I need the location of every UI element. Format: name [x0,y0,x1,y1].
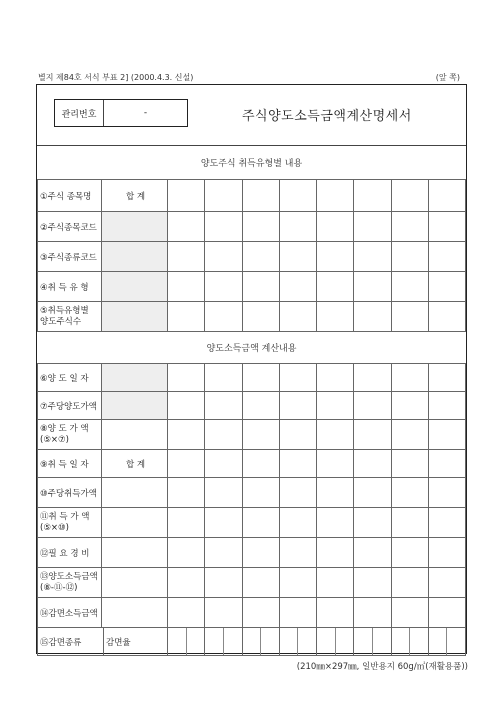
entry-cell[interactable] [279,242,316,272]
entry-cell[interactable] [428,508,465,538]
exemption-type-entry[interactable] [205,628,224,655]
entry-cell[interactable] [168,420,205,450]
table-row [38,508,466,538]
entry-cell[interactable] [168,272,205,302]
form-title: 주식양도소득금액계산명세서 [242,109,412,124]
entry-cell[interactable] [428,212,465,242]
entry-cell[interactable] [391,302,428,332]
row-label: ⑨취 득 일 자 [38,450,102,478]
entry-cell[interactable] [168,450,205,478]
entry-cell[interactable] [317,568,354,598]
total-cell[interactable]: 합 계 [102,180,168,212]
total-cell[interactable] [102,242,168,272]
entry-cell[interactable] [354,364,391,392]
row-label-line2: 양도주식수 [40,316,82,327]
entry-cell[interactable] [391,598,428,628]
entry-cell[interactable] [391,242,428,272]
entry-cell[interactable] [242,364,279,392]
total-cell[interactable]: 합 계 [102,450,168,478]
entry-cell[interactable] [168,392,205,420]
entry-cell[interactable] [391,508,428,538]
row-label-line2: (⑧-⑪-⑫) [40,582,78,593]
entry-cell[interactable] [205,242,242,272]
entry-cell[interactable] [354,450,391,478]
total-cell[interactable] [102,272,168,302]
exemption-rate-entry[interactable] [261,628,279,655]
entry-cell[interactable] [205,364,242,392]
total-cell[interactable] [102,392,168,420]
entry-cell[interactable] [205,478,242,508]
total-cell[interactable] [102,568,168,598]
entry-cell[interactable] [279,212,316,242]
exemption-rate-entry[interactable] [373,628,391,655]
entry-cell[interactable] [242,242,279,272]
entry-cell[interactable] [168,180,205,212]
entry-cell[interactable] [354,242,391,272]
entry-cell[interactable] [317,598,354,628]
entry-cell[interactable] [428,364,465,392]
row-label-line1: ⑬양도소득금액 [40,571,98,582]
entry-cell[interactable] [242,392,279,420]
entry-cell[interactable] [428,538,465,568]
table-row [38,180,466,212]
entry-cell[interactable] [428,598,465,628]
entry-cell[interactable] [428,302,465,332]
entry-cell[interactable] [354,420,391,450]
row-label: ⑦주당양도가액 [38,392,102,420]
table-row [38,538,466,568]
exemption-rate-entry[interactable] [410,628,428,655]
entry-cell[interactable] [391,478,428,508]
entry-cell[interactable] [317,392,354,420]
form-id: 별지 제84호 서식 부표 2] (2000.4.3. 신설) [38,73,194,82]
exemption-rate-entry[interactable] [336,628,354,655]
entry-cell[interactable] [428,392,465,420]
table-row [38,450,466,478]
entry-cell[interactable] [205,392,242,420]
entry-cell[interactable] [391,450,428,478]
entry-cell[interactable] [317,450,354,478]
entry-cell[interactable] [317,302,354,332]
entry-cell[interactable] [428,478,465,508]
entry-cell[interactable] [205,180,242,212]
exemption-label-cell [38,628,168,656]
entry-cell[interactable] [279,302,316,332]
entry-cell[interactable] [205,508,242,538]
exemption-cell[interactable] [317,628,354,656]
exemption-rate-entry[interactable] [224,628,242,655]
entry-cell[interactable] [168,568,205,598]
form-header [38,72,466,84]
exemption-cell[interactable] [354,628,391,656]
page-side: (앞 쪽) [435,73,460,82]
entry-cell[interactable] [279,478,316,508]
row-label [38,420,102,450]
exemption-type-entry[interactable] [243,628,262,655]
entry-cell[interactable] [205,598,242,628]
exemption-rate-entry[interactable] [187,628,205,655]
exemption-cell[interactable] [391,628,428,656]
table-row [38,272,466,302]
table-row [38,598,466,628]
entry-cell[interactable] [391,212,428,242]
exemption-type-entry[interactable] [168,628,187,655]
entry-cell[interactable] [354,598,391,628]
entry-cell[interactable] [391,180,428,212]
exemption-cell[interactable] [279,628,316,656]
table-row [38,478,466,508]
calculation-table [37,363,466,656]
exemption-type-entry[interactable] [280,628,299,655]
paper-spec: (210㎜×297㎜, 일반용지 60g/㎡(재활용품)) [296,662,468,672]
table-row [38,628,466,656]
row-label: ⑭감면소득금액 [38,598,102,628]
entry-cell[interactable] [242,478,279,508]
table-row [38,212,466,242]
entry-cell[interactable] [242,180,279,212]
acquisition-table [37,179,466,332]
row-label-line2: (⑤×⑦) [40,434,69,445]
total-cell[interactable] [102,538,168,568]
entry-cell[interactable] [205,212,242,242]
exemption-type-entry[interactable] [354,628,373,655]
entry-cell[interactable] [279,450,316,478]
form-frame [36,84,467,654]
entry-cell[interactable] [205,302,242,332]
entry-cell[interactable] [242,450,279,478]
entry-cell[interactable] [354,302,391,332]
row-label: ⑫필 요 경 비 [38,538,102,568]
entry-cell[interactable] [279,598,316,628]
entry-cell[interactable] [428,180,465,212]
entry-cell[interactable] [391,538,428,568]
entry-cell[interactable] [168,508,205,538]
entry-cell[interactable] [317,420,354,450]
total-cell[interactable] [102,420,168,450]
total-cell[interactable] [102,302,168,332]
entry-cell[interactable] [354,508,391,538]
total-cell[interactable] [102,598,168,628]
total-cell[interactable] [102,508,168,538]
entry-cell[interactable] [317,242,354,272]
row-label-line1: ⑤취득유형별 [40,305,89,316]
entry-cell[interactable] [242,420,279,450]
entry-cell[interactable] [242,598,279,628]
entry-cell[interactable] [242,302,279,332]
entry-cell[interactable] [317,478,354,508]
entry-cell[interactable] [428,450,465,478]
table-row [38,568,466,598]
section-acquisition-heading: 양도주식 취득유형별 내용 [37,145,466,180]
row-label-line1: ⑧양 도 가 액 [40,423,89,434]
management-number-label: 관리번호 [55,100,104,126]
exemption-cell[interactable] [205,628,242,656]
entry-cell[interactable] [168,478,205,508]
row-label: ⑥양 도 일 자 [38,364,102,392]
management-number-box [54,99,188,127]
management-number-field[interactable]: - [143,108,148,118]
entry-cell[interactable] [205,568,242,598]
entry-cell[interactable] [242,508,279,538]
entry-cell[interactable] [317,364,354,392]
entry-cell[interactable] [354,392,391,420]
entry-cell[interactable] [242,212,279,242]
entry-cell[interactable] [391,272,428,302]
exemption-rate-entry[interactable] [298,628,316,655]
entry-cell[interactable] [168,212,205,242]
entry-cell[interactable] [317,212,354,242]
row-label: ②주식종목코드 [38,212,102,242]
exemption-cell[interactable] [168,628,205,656]
entry-cell[interactable] [279,272,316,302]
table-row [38,392,466,420]
exemption-cell[interactable] [242,628,279,656]
entry-cell[interactable] [428,420,465,450]
row-label [38,568,102,598]
table-row [38,302,466,332]
section-calculation-heading: 양도소득금액 계산내용 [37,331,466,364]
entry-cell[interactable] [391,420,428,450]
entry-cell[interactable] [317,180,354,212]
entry-cell[interactable] [205,450,242,478]
entry-cell[interactable] [242,272,279,302]
entry-cell[interactable] [428,242,465,272]
exemption-type-entry[interactable] [392,628,411,655]
total-cell[interactable] [102,478,168,508]
entry-cell[interactable] [354,272,391,302]
exemption-cell[interactable] [428,628,465,656]
exemption-type-label: ⑮감면종류 [38,628,104,655]
entry-cell[interactable] [428,568,465,598]
entry-cell[interactable] [279,392,316,420]
row-label [38,508,102,538]
entry-cell[interactable] [391,392,428,420]
entry-cell[interactable] [242,538,279,568]
exemption-rate-label: 감면율 [106,637,131,648]
entry-cell[interactable] [279,538,316,568]
entry-cell[interactable] [391,568,428,598]
entry-cell[interactable] [168,364,205,392]
exemption-type-entry[interactable] [429,628,448,655]
row-label: ⑩주당취득가액 [38,478,102,508]
exemption-rate-entry[interactable] [447,628,465,655]
table-row [38,420,466,450]
exemption-type-entry[interactable] [317,628,336,655]
title-area [37,85,466,146]
entry-cell[interactable] [279,420,316,450]
entry-cell[interactable] [205,420,242,450]
entry-cell[interactable] [354,478,391,508]
entry-cell[interactable] [205,538,242,568]
entry-cell[interactable] [205,272,242,302]
entry-cell[interactable] [242,568,279,598]
entry-cell[interactable] [317,508,354,538]
entry-cell[interactable] [317,538,354,568]
entry-cell[interactable] [354,180,391,212]
entry-cell[interactable] [279,364,316,392]
entry-cell[interactable] [317,272,354,302]
table-row [38,364,466,392]
entry-cell[interactable] [279,508,316,538]
entry-cell[interactable] [354,538,391,568]
row-label-line1: ⑪취 득 가 액 [40,511,90,522]
entry-cell[interactable] [168,538,205,568]
total-cell[interactable] [102,212,168,242]
entry-cell[interactable] [428,272,465,302]
row-label-line2: (⑤×⑩) [40,522,69,533]
entry-cell[interactable] [279,180,316,212]
total-cell[interactable] [102,364,168,392]
entry-cell[interactable] [354,568,391,598]
entry-cell[interactable] [168,242,205,272]
table-row [38,242,466,272]
entry-cell[interactable] [279,568,316,598]
row-label [38,302,102,332]
row-label: ①주식 종목명 [38,180,102,212]
entry-cell[interactable] [168,598,205,628]
entry-cell[interactable] [168,302,205,332]
entry-cell[interactable] [354,212,391,242]
entry-cell[interactable] [391,364,428,392]
row-label: ④취 득 유 형 [38,272,102,302]
row-label: ③주식종류코드 [38,242,102,272]
